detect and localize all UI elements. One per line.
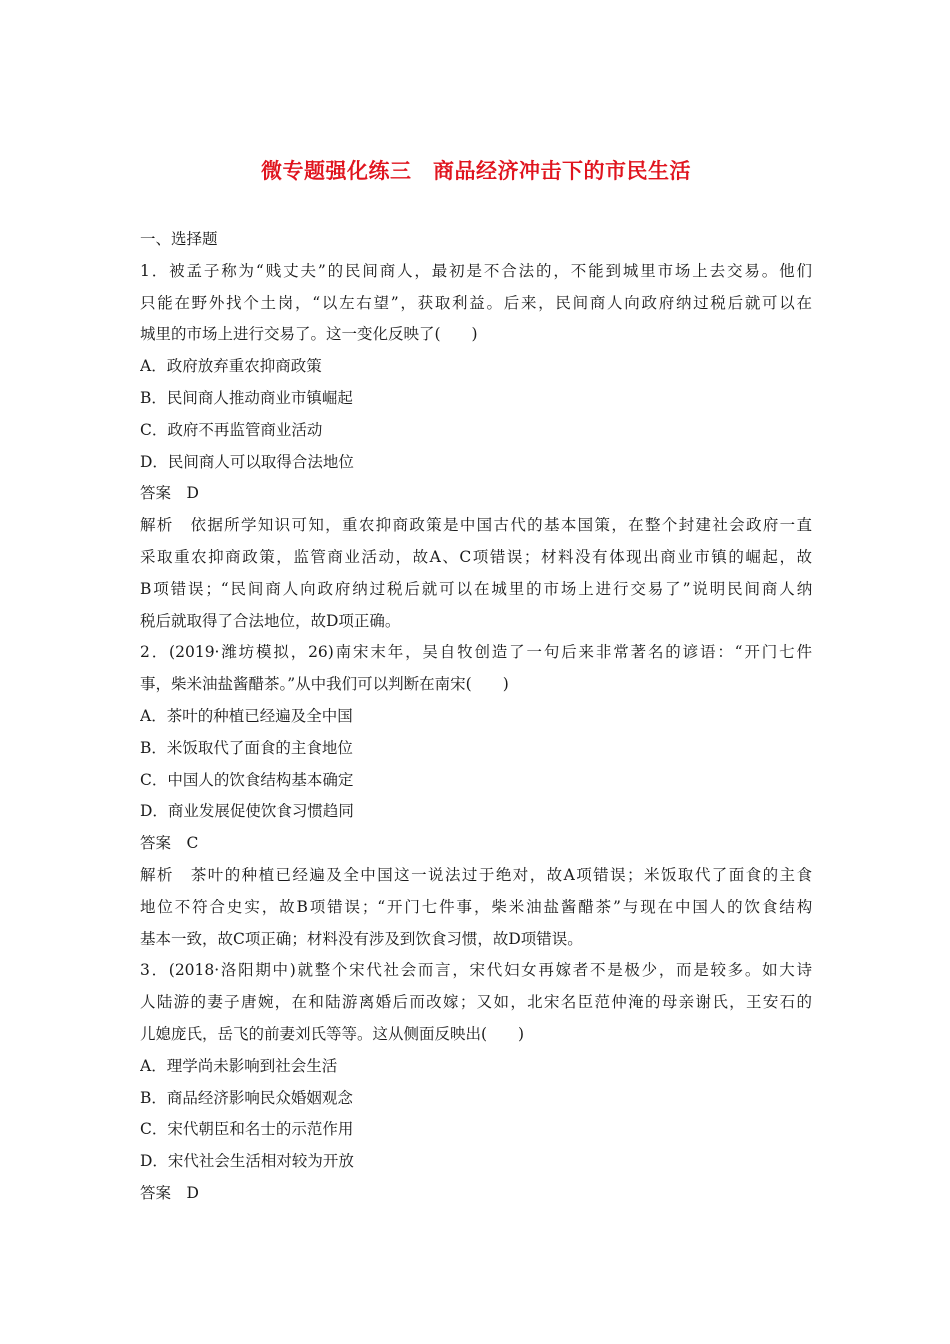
question-1-option-a: A．政府放弃重农抑商政策 [140,357,322,376]
question-1-analysis-line: B项错误；“民间商人向政府纳过税后就可以在城里的市场上进行交易了”说明民间商人纳 [140,579,812,598]
question-3-stem-line: 人陆游的妻子唐婉，在和陆游离婚后而改嫁；又如，北宋名臣范仲淹的母亲谢氏，王安石的 [140,993,812,1012]
question-1-option-c: C．政府不再监管商业活动 [140,420,323,439]
question-3-option-c: C．宋代朝臣和名士的示范作用 [140,1120,354,1139]
question-2-stem-line: 事，柴米油盐酱醋茶。”从中我们可以判断在南宋( ) [140,675,509,694]
page-title: 微专题强化练三 商品经济冲击下的市民生活 [261,158,691,183]
question-3 [140,955,812,1209]
section-heading: 一、选择题 [140,230,218,248]
question-2 [140,637,812,955]
question-3-option-d: D．宋代社会生活相对较为开放 [140,1152,354,1171]
question-1 [140,256,812,638]
question-2-option-b: B．米饭取代了面食的主食地位 [140,738,353,757]
question-2-analysis-line: 解析 茶叶的种植已经遍及全中国这一说法过于绝对，故A项错误；米饭取代了面食的主食 [140,865,812,884]
question-3-option-a: A．理学尚未影响到社会生活 [140,1056,338,1075]
question-2-answer: 答案 C [140,834,199,853]
question-2-analysis-line: 基本一致，故C项正确；材料没有涉及到饮食习惯，故D项错误。 [140,929,583,948]
question-2-analysis-line: 地位不符合史实，故B项错误；“开门七件事，柴米油盐酱醋茶”与现在中国人的饮食结构 [140,897,812,916]
question-2-option-d: D．商业发展促使饮食习惯趋同 [140,802,354,821]
question-1-stem-line: 1．被孟子称为“贱丈夫”的民间商人，最初是不合法的，不能到城里市场上去交易。他们 [140,261,812,280]
question-3-stem-line: 3．(2018·洛阳期中)就整个宋代社会而言，宋代妇女再嫁者不是极少，而是较多。如大诗 [140,961,812,980]
question-1-answer: 答案 D [140,484,199,503]
question-1-analysis-line: 税后就取得了合法地位，故D项正确。 [140,611,401,630]
question-3-stem-line: 儿媳庞氏，岳飞的前妻刘氏等等。这从侧面反映出( ) [140,1024,525,1043]
question-1-analysis-line: 解析 依据所学知识可知，重农抑商政策是中国古代的基本国策，在整个封建社会政府一直 [140,516,812,535]
question-1-option-d: D．民间商人可以取得合法地位 [140,452,354,471]
question-1-stem-line: 城里的市场上进行交易了。这一变化反映了( ) [140,325,478,344]
document-body [140,224,812,1210]
question-2-option-a: A．茶叶的种植已经遍及全中国 [140,706,353,725]
question-3-option-b: B．商品经济影响民众婚姻观念 [140,1088,353,1107]
question-3-answer: 答案 D [140,1183,199,1202]
question-1-stem-line: 只能在野外找个土岗，“以左右望”，获取利益。后来，民间商人向政府纳过税后就可以在 [140,293,812,312]
question-1-option-b: B．民间商人推动商业市镇崛起 [140,388,353,407]
question-2-option-c: C．中国人的饮食结构基本确定 [140,770,354,789]
question-2-stem-line: 2．(2019·潍坊模拟，26)南宋末年，吴自牧创造了一句后来非常著名的谚语：“开门七件 [140,643,812,662]
question-1-analysis-line: 采取重农抑商政策，监管商业活动，故A、C项错误；材料没有体现出商业市镇的崛起，故 [140,547,812,566]
